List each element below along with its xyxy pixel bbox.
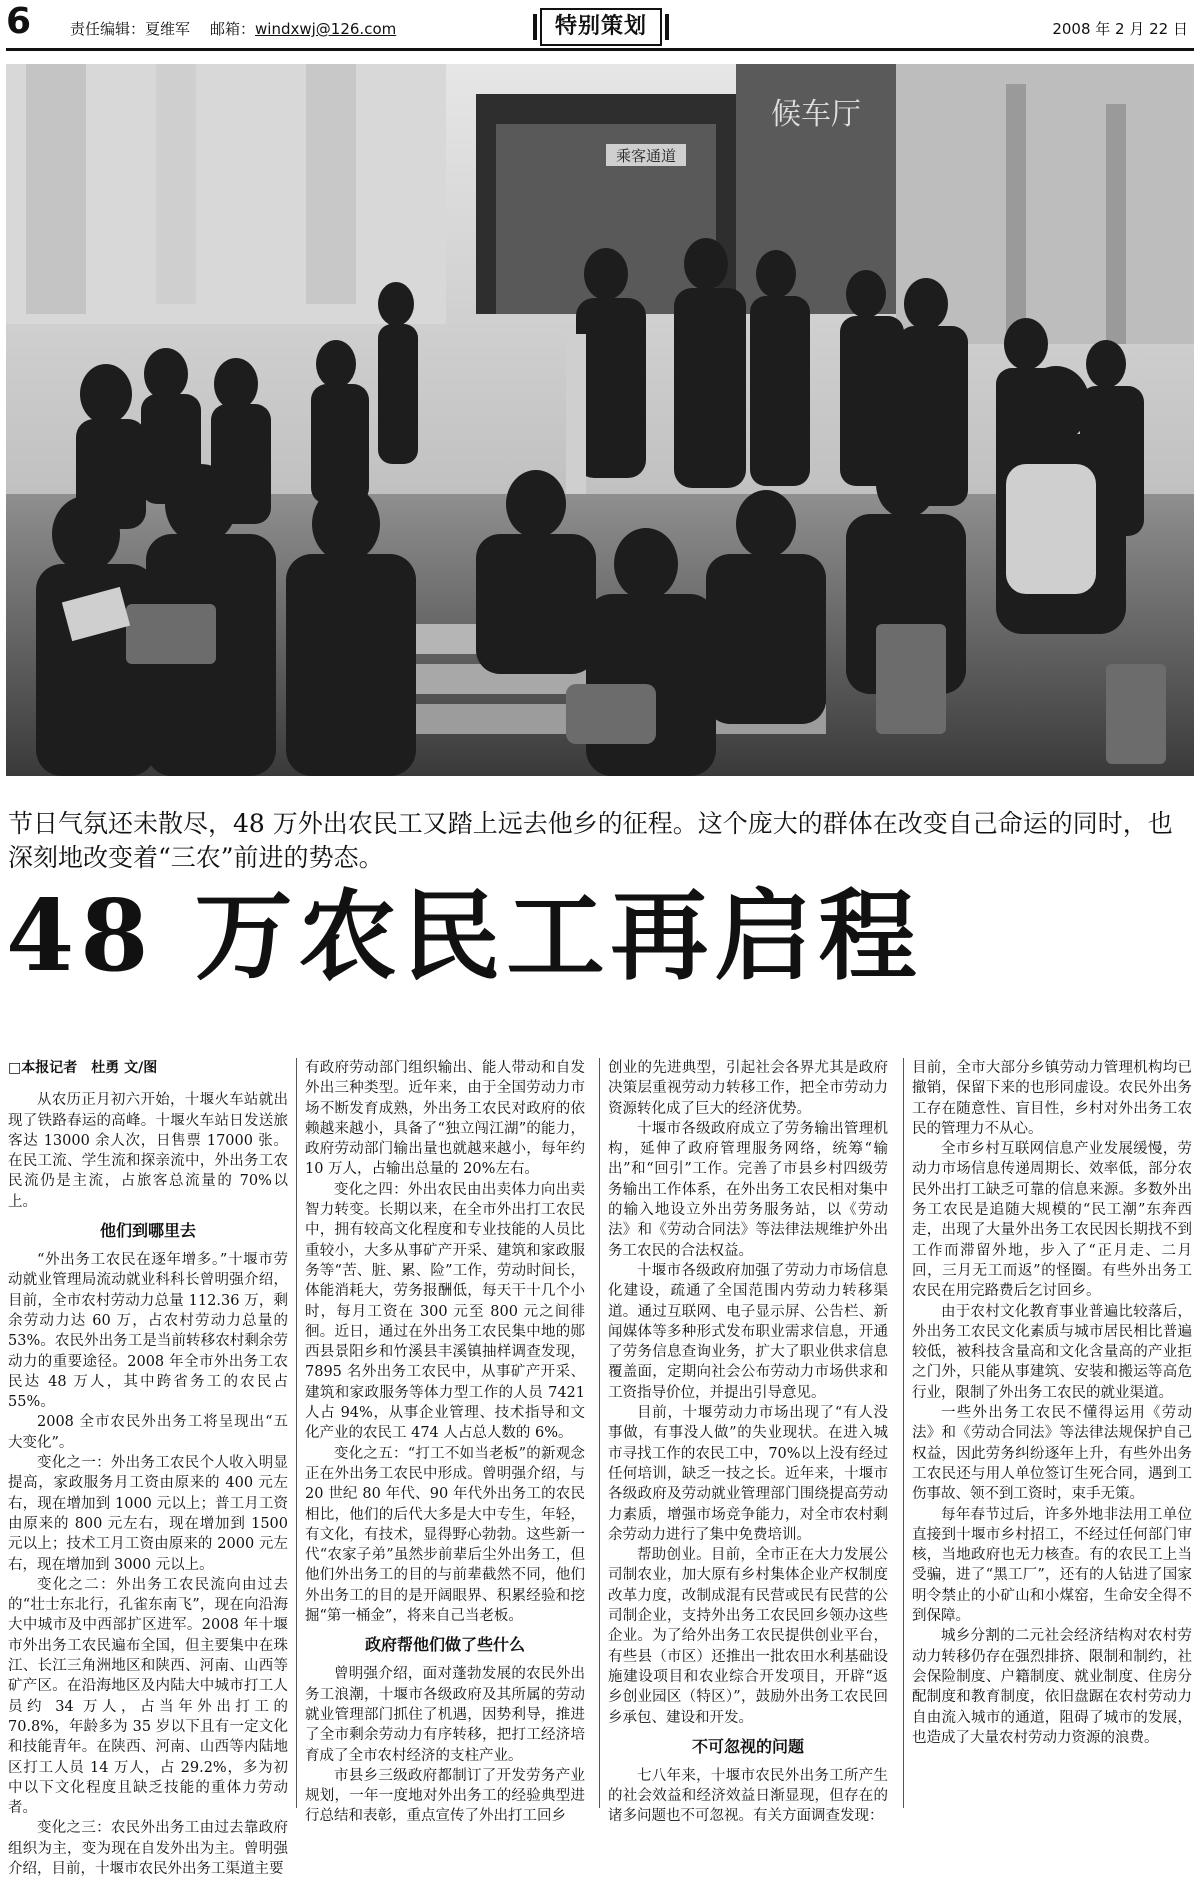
lead-paragraph: 节日气氛还未散尽，48 万外出农民工又踏上远去他乡的征程。这个庞大的群体在改变自己命运的同时，也深刻地改变着“三农”前进的势态。 bbox=[8, 809, 1173, 872]
editor-credit: 责任编辑：夏维军 bbox=[70, 20, 191, 38]
column-2 bbox=[305, 1058, 585, 1827]
column-4 bbox=[912, 1058, 1192, 1748]
editor-email: 邮箱：windxwj@126.com bbox=[210, 20, 397, 38]
subheading: 不可忽视的问题 bbox=[691, 1736, 804, 1756]
paragraph: 全市乡村互联网信息产业发展缓慢，劳动力市场信息传递周期长、效率低，部分农民外出打工缺乏可靠的信息来源。多数外出务工农民是追随大规模的“民工潮”东奔西走，出现了大量外出务工农民因长期找不到工作而滞留外地，步入了“正月走、二月回，三月无工而返”的怪圈。有些外出务工农民在用完路费后乞讨回乡。 bbox=[912, 1141, 1192, 1300]
paragraph: 市县乡三级政府都制订了开发劳务产业规划，一年一度地对外出务工的经验典型进行总结和表彰，重点宣传了外出打工回乡 bbox=[305, 1767, 585, 1825]
paragraph: 一些外出务工农民不懂得运用《劳动法》和《劳动合同法》等法律法规保护自己权益，因此劳务纠纷逐年上升，有些外出务工农民还与用人单位签订生死合同，遇到工伤事故、领不到工资时，束手无策。 bbox=[912, 1405, 1192, 1503]
subheading: 政府帮他们做了些什么 bbox=[364, 1635, 525, 1655]
header-rule bbox=[6, 48, 1194, 51]
byline: □本报记者 杜勇 文/图 bbox=[8, 1060, 158, 1076]
paragraph: 七八年来，十堰市农民外出务工所产生的社会效益和经济效益日渐显现，但存在的诸多问题也不可忽视。有关方面调查发现： bbox=[608, 1767, 888, 1825]
paragraph: 十堰市各级政府成立了劳务输出管理机构，延伸了政府管理服务网络，统筹“输出”和“回引”工作。完善了市县乡村四级劳务输出工作体系，在外出务工农民相对集中的输入地设立外出劳务服务站，以《劳动法》和《劳动合同法》等法律法规维护外出务工农民的合法权益。 bbox=[608, 1120, 888, 1259]
entrance-sign: 乘客通道 bbox=[615, 147, 677, 165]
paragraph: 创业的先进典型，引起社会各界尤其是政府决策层重视劳动力转移工作，把全市劳动力资源转化成了巨大的经济优势。 bbox=[608, 1060, 888, 1117]
paragraph: 帮助创业。目前，全市正在大力发展公司制农业，加大原有乡村集体企业产权制度改革力度，改制成混有民营或民有民营的公司制企业，支持外出务工农民回乡领办这些企业。为了给外出务工农民提供创业平台，有些县（市区）还推出一批农田水利基础设施建设项目和农业综合开发项目，开辟“返乡创业园区（特区）”，鼓励外出务工农民回乡承包、建设和开发。 bbox=[608, 1547, 888, 1726]
page-header bbox=[0, 0, 1200, 50]
paragraph: 曾明强介绍，面对蓬勃发展的农民外出务工浪潮，十堰市各级政府及其所属的劳动就业管理部门抓住了机遇，因势利导，推进了全市剩余劳动力有序转移，把打工经济培育成了全市农村经济的支柱产业。 bbox=[305, 1666, 585, 1764]
paragraph: 变化之四：外出农民由出卖体力向出卖智力转变。长期以来，在全市外出打工农民中，拥有较高文化程度和专业技能的人员比重较小，大多从事矿产开采、建筑和家政服务等“苦、脏、累、险”工作，劳动时间长，体能消耗大，劳务报酬低，每天干十几个小时，每月工资在 300 元至 800 元之间徘徊。近日，通过在外出务工农民集中地的郧西县景阳乡和竹溪县丰溪镇抽样调查发现，7895 名外出务工农民中，从事矿产开采、建筑和家政服务等体力型工作的人员 7421 人占 94%，从事企业管理、技术指导和文化产业的农民工 474 人占总人数的 6%。 bbox=[305, 1181, 585, 1442]
paragraph: 2008 全市农民外出务工将呈现出“五大变化”。 bbox=[8, 1414, 288, 1451]
column-1 bbox=[8, 1058, 288, 1879]
email-link[interactable]: windxwj@126.com bbox=[255, 20, 397, 38]
column-divider bbox=[599, 1058, 600, 1808]
paragraph: 目前，十堰劳动力市场出现了“有人没事做，有事没人做”的失业现状。在进入城市寻找工作的农民工中，70%以上没有经过任何培训，缺乏一技之长。近年来，十堰市各级政府及劳动就业管理部门围绕提高劳动力素质，增强市场竞争能力，对全市农村剩余劳动力进行了集中免费培训。 bbox=[608, 1405, 888, 1543]
paragraph: 从农历正月初六开始，十堰火车站就出现了铁路春运的高峰。十堰火车站日发送旅客达 13000 余人次，日售票 17000 张。在民工流、学生流和探亲流中，外出务工农民流仍是主流，占旅客总流量的 70%以上。 bbox=[8, 1092, 288, 1210]
paragraph: 十堰市各级政府加强了劳动力市场信息化建设，疏通了全国范围内劳动力转移渠道。通过互联网、电子显示屏、公告栏、新闻媒体等多种形式发布职业需求信息，开通了劳务信息查询业务，扩大了职业供求信息覆盖面，定期向社会公布劳动力市场供求和工资指导价位，并提出引导意见。 bbox=[608, 1262, 888, 1401]
paragraph: 变化之五：“打工不如当老板”的新观念正在外出务工农民中形成。曾明强介绍，与 20 世纪 80 年代、90 年代外出务工的农民相比，他们的后代大多是大中专生，年轻，有文化，有技术，显得野心勃勃。这些新一代“农家子弟”虽然步前辈后尘外出务工，但他们外出务工的目的与前辈截然不同，他们外出务工的目的是开阔眼界、积累经验和挖掘“第一桶金”，将来自己当老板。 bbox=[305, 1445, 585, 1625]
column-divider bbox=[903, 1058, 904, 1808]
section-label: 特别策划 bbox=[540, 8, 662, 46]
paragraph: 变化之三：农民外出务工由过去靠政府组织为主，变为现在自发外出为主。曾明强介绍，目前，十堰市农民外出务工渠道主要 bbox=[8, 1820, 288, 1877]
column-3 bbox=[608, 1058, 888, 1827]
paragraph: 有政府劳动部门组织输出、能人带动和自发外出三种类型。近年来，由于全国劳动力市场不断发育成熟，外出务工农民对政府的依赖越来越小，具备了“独立闯江湖”的能力，政府劳动部门输出量也就越来越小，每年约 10 万人，占输出总量的 20%左右。 bbox=[305, 1060, 585, 1178]
issue-date: 2008 年 2 月 22 日 bbox=[1052, 20, 1188, 38]
paragraph: “外出务工农民在逐年增多。”十堰市劳动就业管理局流动就业科科长曾明强介绍，目前，全市农村劳动力总量 112.36 万，剩余劳动力达 60 万，占农村劳动力总量的 53%。农民外出务工是当前转移农村剩余劳动力的重要途径。2008 年全市外出务工农民达 48 万人，其中跨省务工的农民占 55%。 bbox=[8, 1252, 288, 1411]
paragraph: 每年春节过后，许多外地非法用工单位直接到十堰市乡村招工，不经过任何部门审核，当地政府也无力核查。有的农民工上当受骗，进了“黑工厂”，还有的人钻进了国家明令禁止的小矿山和小煤窑，生命安全得不到保障。 bbox=[912, 1506, 1192, 1625]
subheading: 他们到哪里去 bbox=[99, 1221, 196, 1241]
paragraph: 城乡分割的二元社会经济结构对农村劳动力转移仍存在强烈排挤、限制和制约，社会保险制度、户籍制度、就业制度、住房分配制度和教育制度，依旧盘踞在农村劳动力自由流入城市的通道，阻碍了城市的发展，也造成了大量农村劳动力资源的浪费。 bbox=[912, 1628, 1192, 1746]
paragraph: 由于农村文化教育事业普遍比较落后，外出务工农民文化素质与城市居民相比普遍较低，被科技含量高和文化含量高的产业拒之门外，只能从事建筑、安装和搬运等高危行业，限制了外出务工农民的就业渠道。 bbox=[912, 1303, 1192, 1401]
headline: 48 万农民工再启程 bbox=[6, 879, 923, 994]
paragraph: 变化之一：外出务工农民个人收入明显提高，家政服务月工资由原来的 400 元左右，现在增加到 1000 元以上；普工月工资由原来的 800 元左右，现在增加到 1500 元以上；技术工月工资由原来的 2000 元左右，现在增加到 3000 元以上。 bbox=[8, 1455, 288, 1573]
news-photo bbox=[6, 64, 1194, 776]
paragraph: 变化之二：外出务工农民流向由过去的“壮士东北行，孔雀东南飞”，现在向沿海大中城市及中西部扩区进军。2008 年十堰市外出务工农民遍布全国，但主要集中在珠江、长江三角洲地区和陕西、河南、山西等矿产区。在沿海地区及内陆大中城市打工人员约 34 万人，占当年外出打工的 70.8%，年龄多为 35 岁以下且有一定文化和技能青年。在陕西、河南、山西等内陆地区打工人员 14 万人，占 29.2%，多为初中以下文化程度且缺乏技能的重体力劳动者。 bbox=[8, 1576, 288, 1817]
station-sign: 候车厅 bbox=[771, 97, 861, 132]
paragraph: 目前，全市大部分乡镇劳动力管理机构均已撤销，保留下来的也形同虚设。农民外出务工存在随意性、盲目性，乡村对外出务工农民的管理力不从心。 bbox=[912, 1060, 1192, 1137]
station-crowd-photo bbox=[6, 64, 1194, 776]
page-number: 6 bbox=[6, 1, 32, 42]
column-divider bbox=[296, 1058, 297, 1808]
